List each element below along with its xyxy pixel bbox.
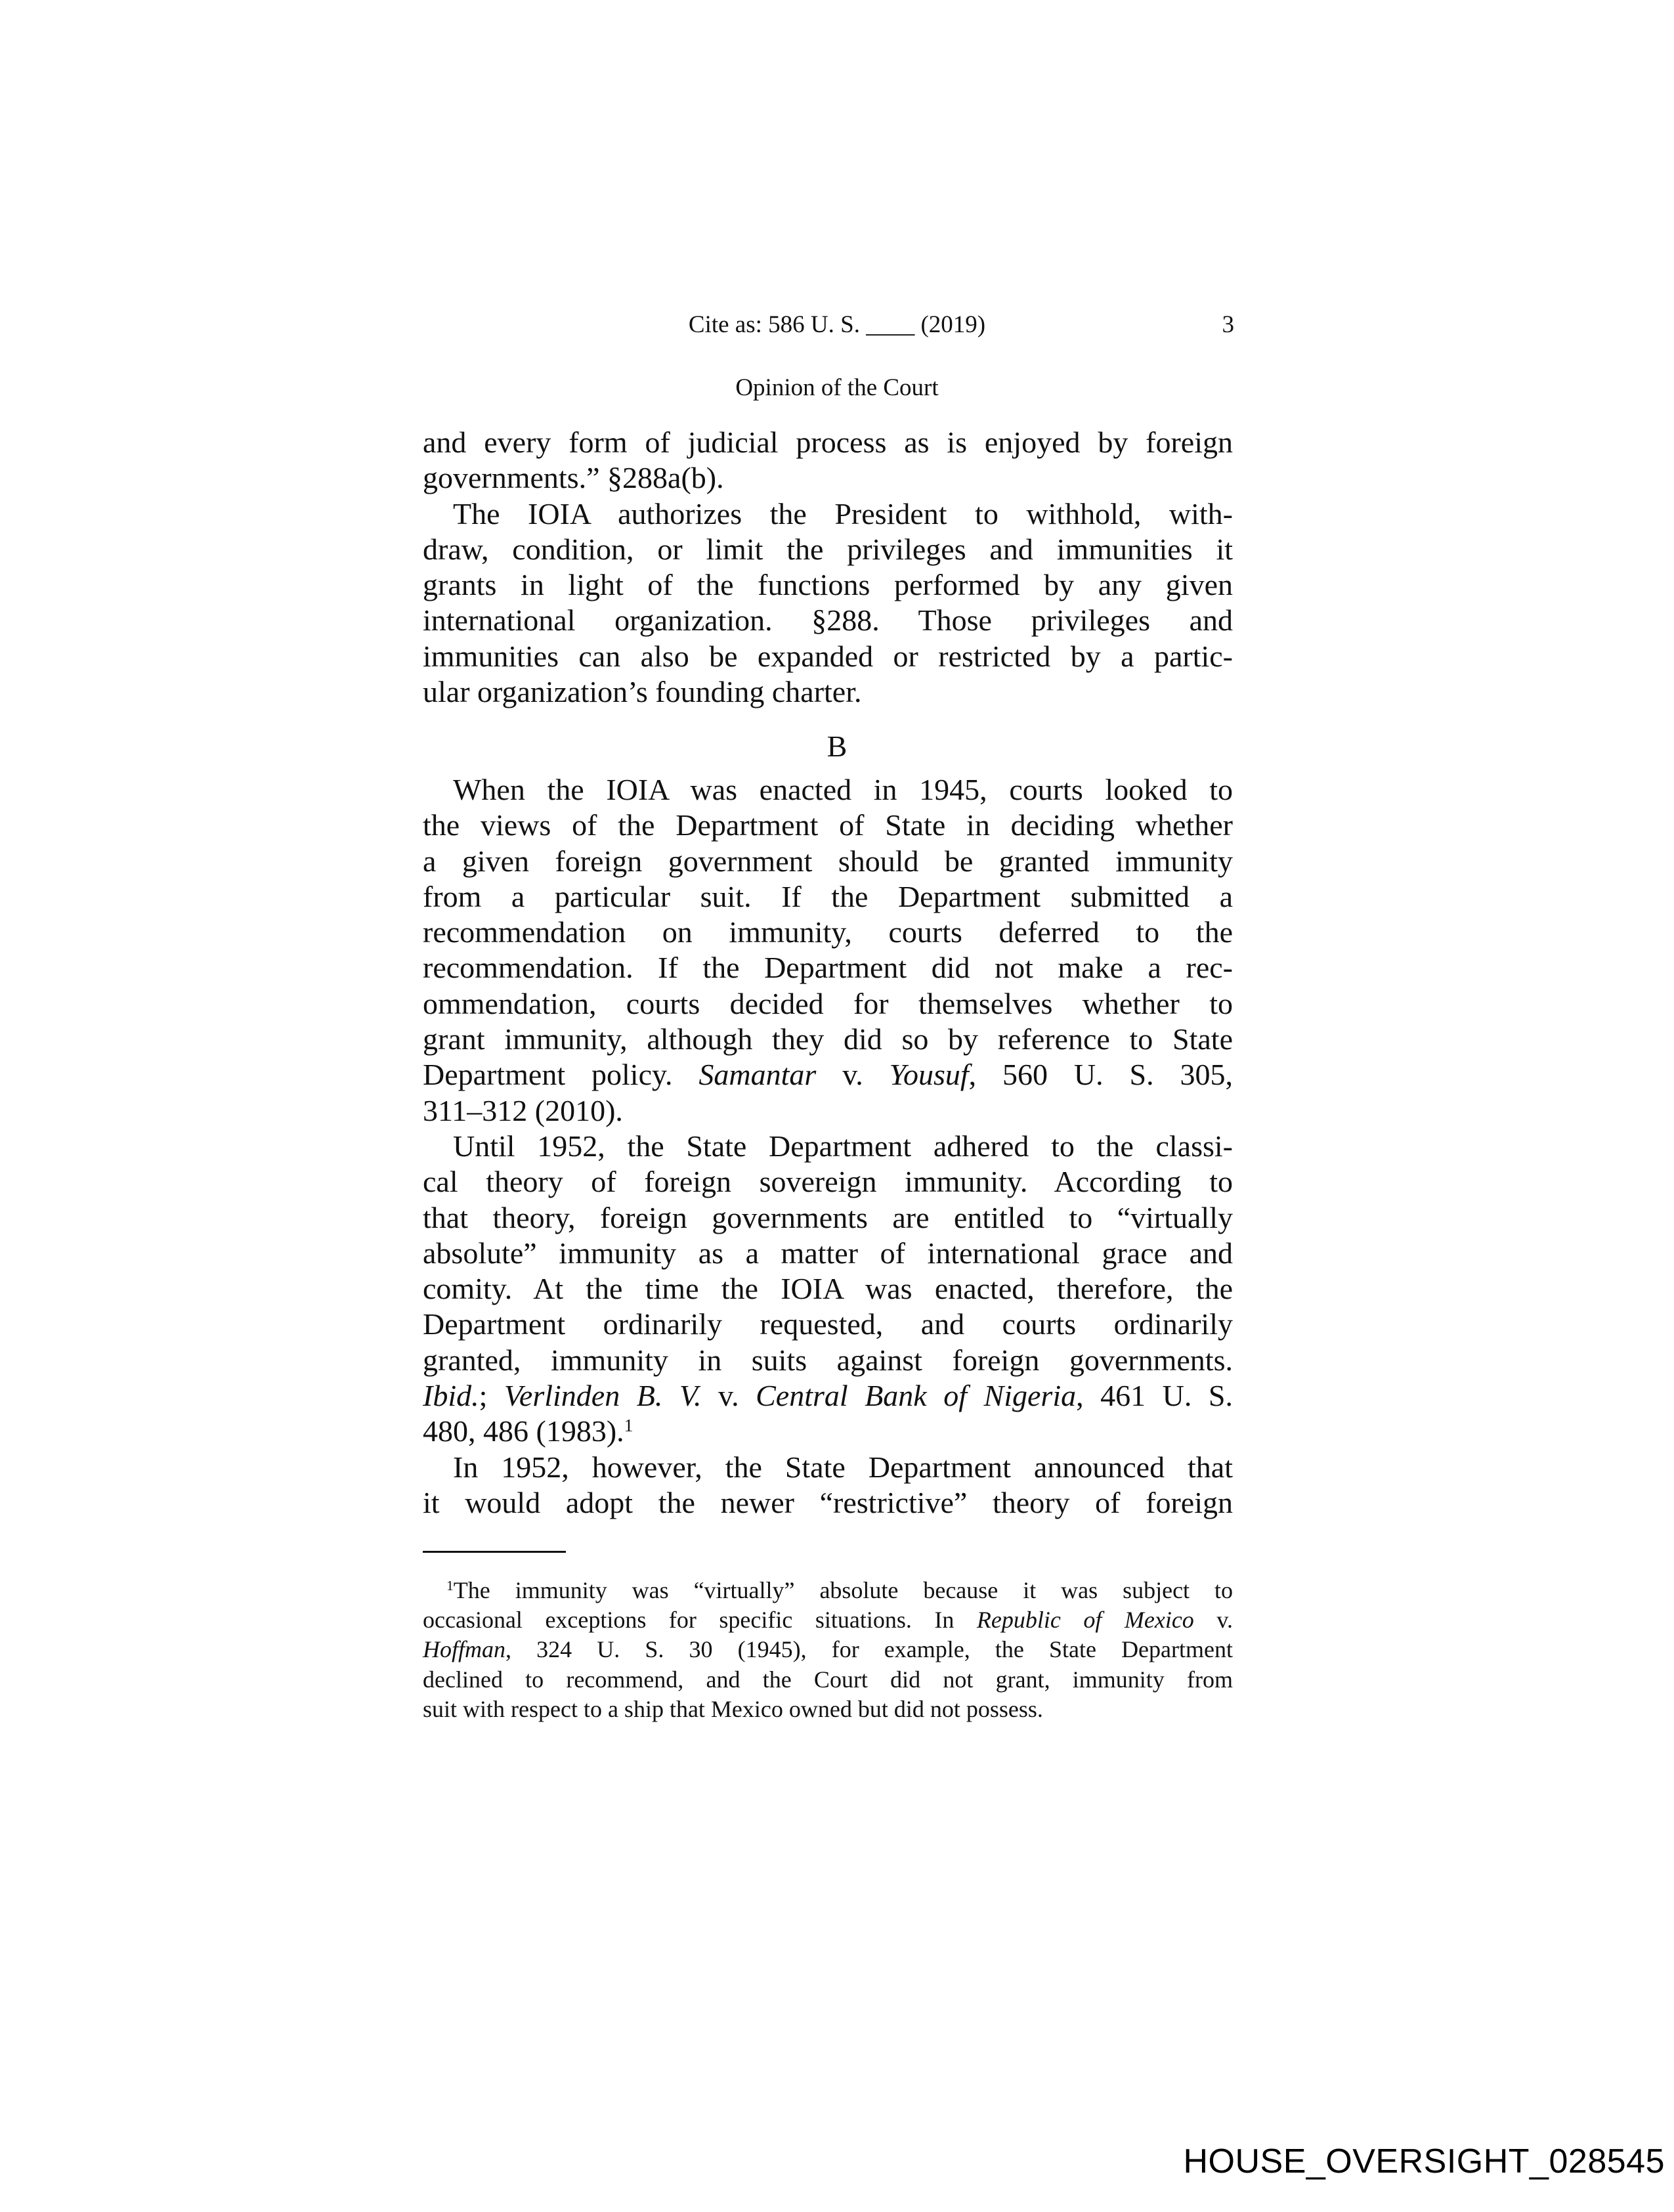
text-run: recommendation on immunity, courts deferred to the <box>423 915 1233 949</box>
text-line <box>423 674 1233 710</box>
running-head: Opinion of the Court <box>735 374 939 401</box>
text-run: draw, condition, or limit the privileges and immunities it <box>423 532 1233 566</box>
text-line <box>423 986 1233 1022</box>
text-line <box>423 879 1233 915</box>
text-run: absolute” immunity as a matter of international grace and <box>423 1236 1233 1270</box>
text-run: cal theory of foreign sovereign immunity. According to <box>423 1165 1233 1199</box>
text-line <box>423 1129 1233 1164</box>
text-run: 311–312 (2010). <box>423 1093 623 1127</box>
text-run: the views of the Department of State in deciding whether <box>423 808 1233 842</box>
text-run: grants in light of the functions performed by any given <box>423 568 1233 602</box>
opinion-text-part-b <box>423 772 1233 1521</box>
text-run: occasional exceptions for specific situations. In <box>423 1607 977 1634</box>
text-line <box>423 532 1233 567</box>
text-line <box>423 1164 1233 1200</box>
text-line <box>423 1665 1233 1695</box>
text-run: and every form of judicial process as is enjoyed by foreign <box>423 425 1233 459</box>
text-run: v. <box>701 1379 756 1413</box>
text-run: In 1952, however, the State Department announced that <box>453 1450 1233 1484</box>
text-run: ; <box>479 1379 504 1413</box>
text-line <box>423 1057 1233 1093</box>
text-run: a given foreign government should be granted immunity <box>423 844 1233 878</box>
text-line <box>423 639 1233 674</box>
text-line <box>423 915 1233 950</box>
text-run: ular organization’s founding charter. <box>423 675 862 709</box>
case-name: Republic of Mexico <box>976 1607 1194 1634</box>
text-run: from a particular suit. If the Department submitted a <box>423 879 1233 913</box>
text-line <box>423 844 1233 879</box>
text-line <box>423 1414 1233 1449</box>
text-line <box>423 1343 1233 1378</box>
text-run: , 560 U. S. 305, <box>968 1058 1234 1092</box>
text-line <box>423 1378 1233 1414</box>
text-run: governments.” §288a(b). <box>423 461 724 495</box>
text-run: that theory, foreign governments are entitled to “virtually <box>423 1200 1233 1234</box>
footnote-divider <box>423 1551 566 1553</box>
text-line <box>423 950 1233 986</box>
text-line <box>423 1236 1233 1271</box>
text-line <box>423 1695 1233 1724</box>
text-line <box>423 603 1233 638</box>
text-run: Department ordinarily requested, and courts ordinarily <box>423 1307 1233 1341</box>
text-run: The immunity was “virtually” absolute because it was subject to <box>453 1577 1233 1603</box>
text-line <box>423 808 1233 843</box>
text-run: grant immunity, although they did so by reference to State <box>423 1022 1233 1056</box>
text-run: recommendation. If the Department did not make a rec- <box>423 951 1233 985</box>
opinion-text-part-a <box>423 425 1233 710</box>
text-line <box>423 1485 1233 1521</box>
text-line <box>423 1605 1233 1635</box>
case-name: Hoffman <box>423 1636 505 1663</box>
text-run: immunities can also be expanded or restricted by a partic- <box>423 639 1233 673</box>
text-line <box>423 1307 1233 1342</box>
text-run: ommendation, courts decided for themselves whether to <box>423 986 1233 1020</box>
text-run: , 324 U. S. 30 (1945), for example, the State Department <box>505 1636 1233 1663</box>
text-line <box>423 460 1233 496</box>
case-name: Yousuf <box>889 1058 969 1092</box>
text-line <box>423 1200 1233 1236</box>
text-run: comity. At the time the IOIA was enacted, therefore, the <box>423 1272 1233 1306</box>
bates-stamp: HOUSE_OVERSIGHT_028545 <box>1183 2142 1665 2180</box>
case-name: Samantar <box>698 1058 817 1092</box>
section-heading: B <box>826 729 848 763</box>
text-run: When the IOIA was enacted in 1945, courts looked to <box>453 773 1233 806</box>
text-run: v. <box>1193 1607 1233 1634</box>
text-line <box>423 567 1233 603</box>
text-run: v. <box>816 1058 890 1092</box>
footnote-marker: 1 <box>624 1415 633 1436</box>
text-line <box>423 1093 1233 1129</box>
citation-header: Cite as: 586 U. S. ____ (2019) <box>688 311 986 338</box>
text-run: declined to recommend, and the Court did not grant, immunity from <box>423 1666 1233 1693</box>
text-run: Until 1952, the State Department adhered to the classi- <box>453 1129 1233 1163</box>
text-run: it would adopt the newer “restrictive” theory of foreign <box>423 1485 1233 1519</box>
footnote-marker: 1 <box>446 1578 454 1594</box>
text-run: granted, immunity in suits against foreign governments. <box>423 1343 1233 1377</box>
text-line <box>423 1635 1233 1664</box>
text-line <box>423 1450 1233 1485</box>
text-run: Department policy. <box>423 1058 699 1092</box>
footnote <box>423 1576 1233 1724</box>
text-run: suit with respect to a ship that Mexico owned but did not possess. <box>423 1695 1043 1722</box>
page-number: 3 <box>1222 311 1234 338</box>
text-line <box>423 1576 1233 1605</box>
text-line <box>423 496 1233 532</box>
text-line <box>423 772 1233 808</box>
text-line <box>423 1022 1233 1057</box>
case-name: Verlinden B. V. <box>504 1379 702 1413</box>
text-run: , 461 U. S. <box>1076 1379 1234 1413</box>
text-run: The IOIA authorizes the President to withhold, with- <box>453 496 1233 531</box>
case-name: Central Bank of Nigeria <box>756 1379 1077 1413</box>
text-line <box>423 425 1233 460</box>
text-run: international organization. §288. Those privileges and <box>423 603 1233 638</box>
case-name: Ibid. <box>423 1379 479 1413</box>
text-line <box>423 1271 1233 1307</box>
text-run: 480, 486 (1983). <box>423 1414 624 1448</box>
